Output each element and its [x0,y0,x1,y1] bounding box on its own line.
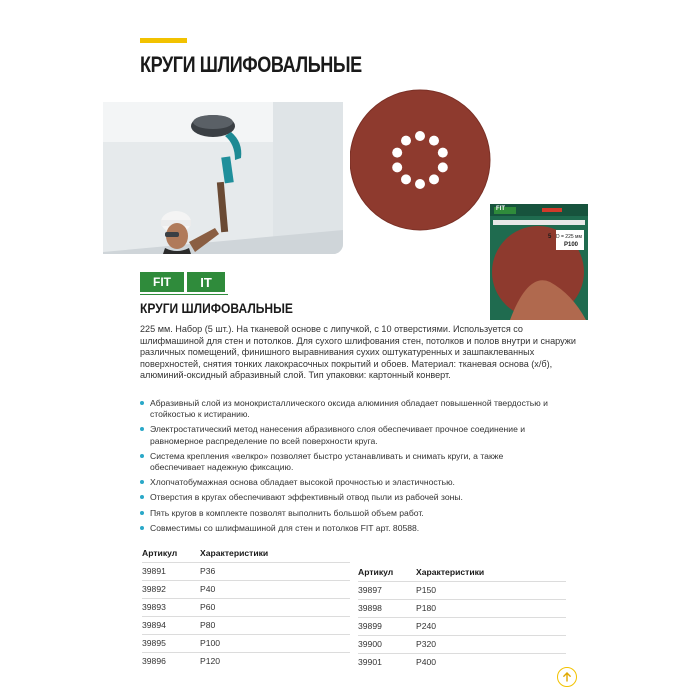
page-title: КРУГИ ШЛИФОВАЛЬНЫЕ [140,52,362,77]
feature-item [140,508,560,519]
fit-logo [140,272,184,292]
table-row [142,599,350,617]
table-row [142,635,350,653]
fit-logo-text: FIT [153,275,171,289]
spec-table-left [142,546,350,670]
spec-cell: P400 [416,654,566,672]
table-row [142,581,350,599]
product-description: 225 мм. Набор (5 шт.). На тканевой основе с липучкой, с 10 отверстиями. Используется со шлифмашиной для стен и потолков. Для сухого шлифования стен, потолков и полов внутри и снаружи различных помещений, финишного выравнивания сухих оштукатуренных и зашпаклеванных поверхностей, снятия тонких лакокрасочных покрытий и обоев. Материал: тканевая основа (х/б), алюминий-оксидный абразивный слой. Тип упаковки: картонный конверт. [140,324,576,380]
pack-grit-label: P100 [564,242,579,248]
article-cell: 39898 [358,600,416,618]
article-cell: 39895 [142,635,200,653]
spec-cell: P150 [416,582,566,600]
table-row [142,617,350,635]
feature-text: Абразивный слой из монокристаллического оксида алюминия обладает повышенной твердостью и стойкостью к истиранию. [150,398,548,420]
feature-text: Пять кругов в комплекте позволят выполнить большой объем работ. [150,507,424,518]
table-row [358,582,566,600]
table-header-row [358,565,566,582]
bullet-icon [140,495,144,499]
scroll-to-top-button[interactable] [557,667,577,687]
feature-item [140,451,560,473]
product-visual [350,80,600,320]
col-spec-header: Характеристики [200,548,269,558]
spec-cell: P60 [200,599,350,617]
table-header-row [142,546,350,563]
feature-item [140,492,560,503]
feature-text: Хлопчатобумажная основа обладает высокой прочностью и эластичностью. [150,477,455,488]
feature-item [140,477,560,488]
article-cell: 39891 [142,563,200,581]
feature-text: Совместимы со шлифмашиной для стен и потолков FIT арт. 80588. [150,522,420,533]
it-series-text: IT [200,274,212,290]
pack-size-label: D = 225 мм [556,234,582,240]
spec-cell: P120 [200,653,350,671]
bullet-icon [140,454,144,458]
article-cell: 39901 [358,654,416,672]
spec-cell: P100 [200,635,350,653]
feature-list [140,398,560,538]
table-row [142,563,350,581]
feature-text: Система крепления «велкро» позволяет быстро устанавливать и снимать круги, а также обеспечивает надежную фиксацию. [150,450,504,473]
col-article-header: Артикул [142,548,178,558]
table-row [358,600,566,618]
arrow-up-icon [562,672,572,682]
bullet-icon [140,427,144,431]
section-title: КРУГИ ШЛИФОВАЛЬНЫЕ [140,300,293,316]
col-article-header: Артикул [358,567,394,577]
sanding-disc-illustration [350,80,600,320]
table-row [358,618,566,636]
article-cell: 39899 [358,618,416,636]
article-cell: 39897 [358,582,416,600]
spec-cell: P80 [200,617,350,635]
bullet-icon [140,526,144,530]
article-cell: 39893 [142,599,200,617]
bullet-icon [140,401,144,405]
table-row [358,654,566,672]
spec-cell: P320 [416,636,566,654]
feature-text: Отверстия в кругах обеспечивают эффективный отвод пыли из рабочей зоны. [150,492,463,503]
brand-divider [140,294,228,295]
article-cell: 39900 [358,636,416,654]
title-accent-bar [140,38,187,43]
article-cell: 39896 [142,653,200,671]
feature-item [140,523,560,534]
table-row [358,636,566,654]
worker-photo-illustration [103,102,343,254]
brand-logos [140,272,225,292]
pack-brand-label: FIT [496,206,505,212]
bullet-icon [140,480,144,484]
it-series-badge [187,272,225,292]
article-cell: 39894 [142,617,200,635]
col-spec-header: Характеристики [416,567,485,577]
spec-cell: P36 [200,563,350,581]
spec-cell: P180 [416,600,566,618]
product-photo-sanding-ceiling [103,102,343,254]
feature-item [140,424,560,446]
feature-text: Электростатический метод нанесения абразивного слоя обеспечивает прочное соединение и равномерное распределение по всей поверхности круга. [150,424,526,446]
bullet-icon [140,511,144,515]
article-cell: 39892 [142,581,200,599]
feature-item [140,398,560,420]
spec-table-right [358,565,566,671]
table-row [142,653,350,671]
spec-cell: P40 [200,581,350,599]
spec-cell: P240 [416,618,566,636]
pack-qty-label: 5 [548,234,552,240]
